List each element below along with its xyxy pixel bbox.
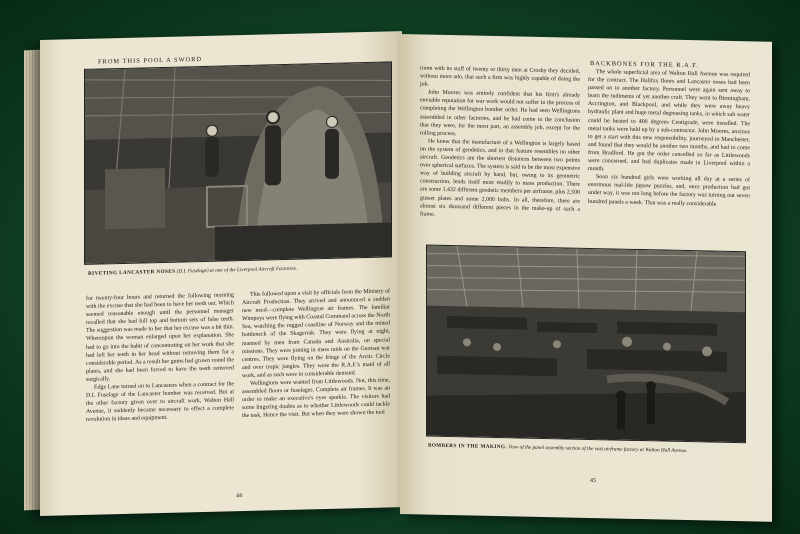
right-col1-para1: room with its staff of twenty or thirty men at Crosby they decided, without more ado, that such a firm was highly capable of doing the job. — [420, 65, 580, 88]
right-page-number: 45 — [590, 477, 596, 485]
left-col2-para2: Wellingtons were wanted from Littlewoods. Not, this time, assembled floors or fuselages. Complete air frames. It was an order to make an executive's eyes sparkle. The visitors had some lingering doubts as to whether Littlewoods could tackle the task. Hence the visit. But when they were shown the tool — [242, 377, 390, 420]
right-col2-para2: Soon six hundred girls were working all day at a series of enormous mal-life jigsaw puzzles, and, once production had got under way, it was not long before the factory was turning out seven hundred panels a week. That was a really considerable — [588, 174, 750, 208]
riveting-caption-detail: (D.I. Fuselage) at one of the Liverpool Aircraft Factories. — [176, 265, 298, 275]
bombers-caption-detail: View of the panel assembly section of the vast airframe factory at Walton Hall Avenue. — [508, 444, 688, 455]
right-col1-para2: John Moores was entirely confident that his firm's already enviable reputation for war work would not suffer in the process of completing the Wellington bomber order. He had seen Wellingtons assembled in other factories, and he had come to the conclusion that they were, for the most part, an assembly job, except for the rolling process. — [420, 89, 580, 137]
right-running-head: BACKBONES FOR THE R.A.F. — [590, 59, 699, 70]
bombers-caption-title: BOMBERS IN THE MAKING. — [428, 442, 508, 451]
bombers-caption — [428, 443, 746, 456]
riveting-caption — [88, 263, 388, 276]
left-page-number: 44 — [236, 493, 242, 500]
right-column-1 — [420, 64, 580, 221]
left-column-1 — [86, 291, 234, 424]
riveting-caption-title: RIVETING LANCASTER NOSES — [88, 268, 176, 277]
riveting-photo — [84, 61, 392, 265]
left-running-head: FROM THIS POOL A SWORD — [98, 56, 203, 66]
left-col2-para1: This followed upon a visit by officials from the Ministry of Aircraft Production. They arrived and announced a sudden new need—complete Wellington air frames. The familiar Wimpeys were flying with Coastal Command across the North Sea, watching the rugged coastline of Norway and the mined bottleneck of the Skagerrak. They were flying at night, manned by men from Canada and Australia, on special missions. They were joining in mass raids on the German war centres. They were flying on the fringe of the Arctic Circle and over tropic jungles. They were the R.A.F.'s maid of all work, and as such were in considerable demand. — [242, 288, 390, 380]
bombers-photo — [426, 245, 746, 444]
left-column-2 — [242, 287, 390, 420]
right-column-2 — [588, 68, 750, 209]
right-page — [400, 34, 772, 522]
left-page — [40, 31, 402, 516]
right-col1-para3: He knew that the manufacture of a Wellington is largely based on the system of geodetics, and in that feature resembles no other aircraft. Geodetics are the shortest distances between two points over spherical surfaces. The system is said to be the most expensive way of building aircraft by hand, but, owing to its geometric construction, lends itself most readily to mass production. There are some 1,432 different geodetic members per airframe, plus 2,500 gusset plates and some 2,000 bolts. In all, therefore, there are almost six thousand different pieces in the make-up of such a frame. — [420, 138, 580, 218]
left-col1-para2: Edge Lane turned on to Lancasters when a contract for the D.I. Fuselage of the Lancaster bomber was received. But at the other factory given over to aircraft work, Walton Hall Avenue, it suddenly became necessary to effect a complete revolution in ideas and equipment. — [86, 381, 234, 424]
left-col1-para1: for twenty-four hours and returned the following morning with the excuse that she had been to have her teeth out. Which seemed reasonable enough until the personnel manager recalled that she had full top and bottom sets of false teeth. The suggestion was made to her that her excuse was a bit thin. Whereupon the woman enlarged upon her explanation. She had to go into the habit of concentrating on her work that she had left her teeth in her head without removing them for a considerable period. As a result her gums had grown round the plates, and she had been forced to have the teeth removed surgically. — [86, 292, 234, 383]
right-col2-para1: The whole superficial area of Walton Hall Avenue was required for the contract. The Halifax floors and Lancaster noses had been passed on to another factory. Personnel were again sent away to learn the rudiments of yet another craft. They went to Birmingham, Accrington, and Blackpool, and while they were away heavy hydraulic plant and huge metal degreasing tanks, in which salt water could be heated to 400 degrees Centigrade, were installed. The metal tanks were held up by a sub-contractor. John Moores, anxious to get a start with this new responsibility, journeyed to Manchester, and found that they would be another two months, and had to come from Bradford. He got the order cancelled so far as Littlewoods were concerned, and had duplicates made in Liverpool within a month. — [588, 69, 750, 173]
